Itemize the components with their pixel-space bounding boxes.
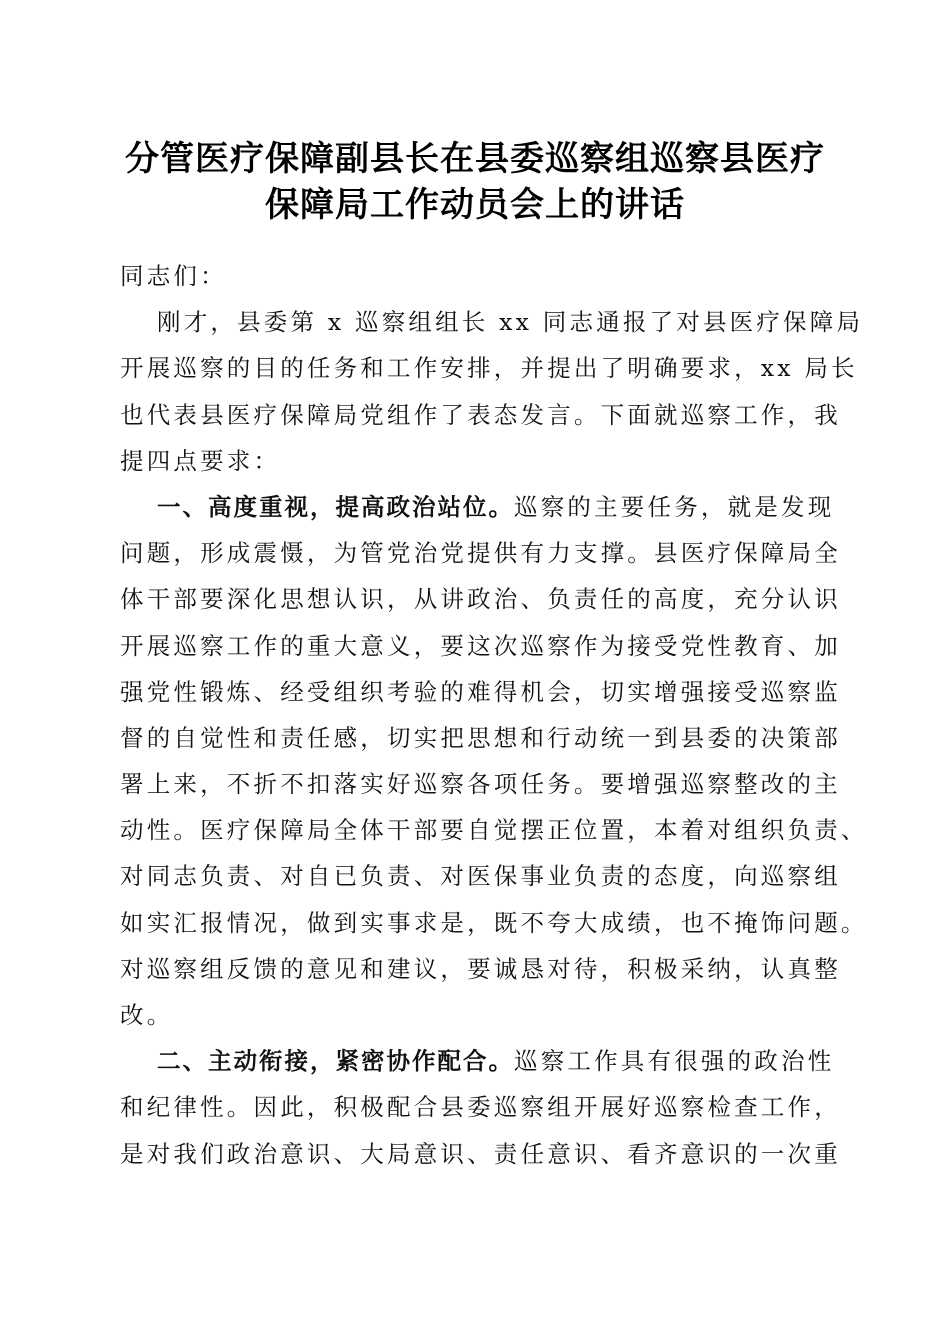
intro-line: 提四点要求： <box>120 446 281 475</box>
section-2-first-line-text: 巡察工作具有很强的政治性 <box>514 1047 835 1076</box>
section-1-line: 督的自觉性和责任感，切实把思想和行动统一到县委的决策部 <box>120 723 841 752</box>
document-body <box>120 253 868 1177</box>
section-2-first-line <box>120 1038 840 1084</box>
section-2-heading: 二、主动衔接，紧密协作配合。 <box>157 1047 514 1076</box>
section-1-line: 对同志负责、对自已负责、对医保事业负责的态度，向巡察组 <box>120 862 841 891</box>
salutation: 同志们： <box>120 262 227 290</box>
section-1-line: 改。 <box>120 1001 174 1029</box>
section-1-line: 开展巡察工作的重大意义，要这次巡察作为接受党性教育、加 <box>120 631 841 660</box>
section-1-line: 体干部要深化思想认识，从讲政治、负责任的高度，充分认识 <box>120 585 841 614</box>
section-2-line: 和纪律性。因此，积极配合县委巡察组开展好巡察检查工作， <box>120 1093 841 1122</box>
document-title <box>100 136 850 228</box>
section-1-line: 署上来，不折不扣落实好巡察各项任务。要增强巡察整改的主 <box>120 770 841 799</box>
section-1-line: 如实汇报情况，做到实事求是，既不夸大成绩，也不掩饰问题。 <box>120 908 868 937</box>
section-1-line: 动性。医疗保障局全体干部要自觉摆正位置，本着对组织负责、 <box>120 816 868 845</box>
title-line-2: 保障局工作动员会上的讲话 <box>265 185 685 225</box>
intro-line: 刚才，县委第 x 巡察组组长 xx 同志通报了对县医疗保障局 <box>157 308 864 337</box>
title-line-1: 分管医疗保障副县长在县委巡察组巡察县医疗 <box>125 139 825 179</box>
section-1-line: 对巡察组反馈的意见和建议，要诚恳对待，积极采纳，认真整 <box>120 954 841 983</box>
intro-line: 也代表县医疗保障局党组作了表态发言。下面就巡察工作，我 <box>120 400 841 429</box>
section-1-first-line-text: 巡察的主要任务，就是发现 <box>514 492 835 521</box>
intro-line: 开展巡察的目的任务和工作安排，并提出了明确要求，xx 局长 <box>120 354 858 383</box>
section-2-line: 是对我们政治意识、大局意识、责任意识、看齐意识的一次重 <box>120 1139 841 1168</box>
section-1-line: 问题，形成震慑，为管党治党提供有力支撑。县医疗保障局全 <box>120 539 841 568</box>
section-1-line: 强党性锻炼、经受组织考验的难得机会，切实增强接受巡察监 <box>120 677 841 706</box>
section-1-heading: 一、高度重视，提高政治站位。 <box>157 492 514 521</box>
section-1-first-line <box>120 484 840 530</box>
